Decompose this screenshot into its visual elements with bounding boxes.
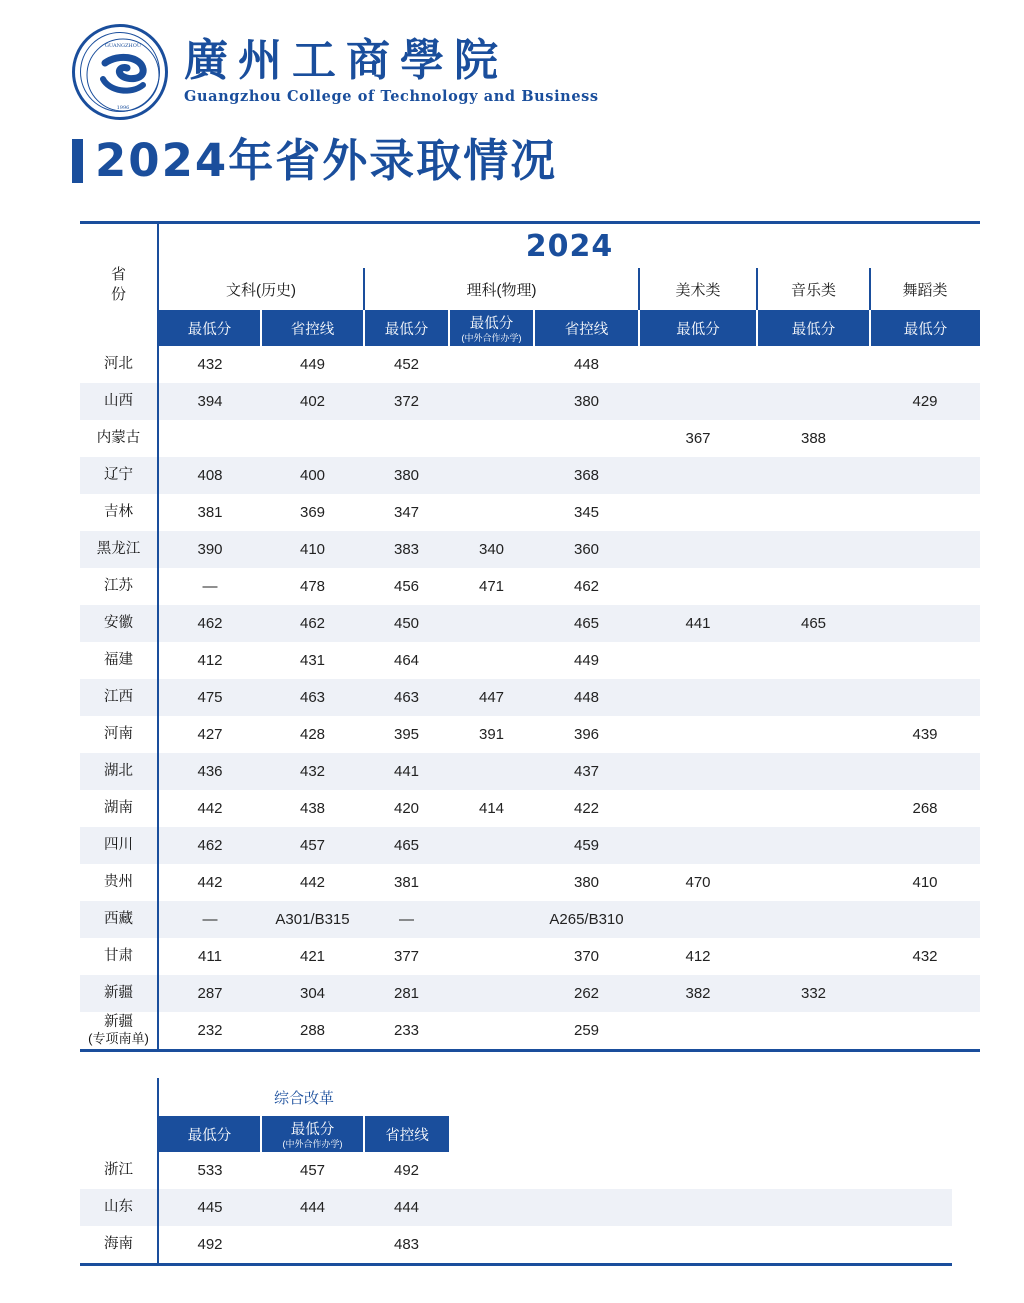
cell-lk-coop: 340 — [449, 531, 534, 568]
row-province: 黑龙江 — [80, 531, 158, 568]
cell-lk-line: 368 — [534, 457, 639, 494]
cell-lk-coop: 471 — [478, 578, 505, 595]
cell-dance — [870, 568, 980, 605]
row-province: 河南 — [80, 716, 158, 753]
cell-lk-line: 465 — [534, 605, 639, 642]
cell-art — [639, 790, 757, 827]
university-name-en: Guangzhou College of Technology and Business — [184, 88, 599, 106]
cell-lk-coop: 391 — [478, 726, 505, 743]
cell-dance — [870, 679, 980, 716]
cell-lk-low — [364, 420, 449, 457]
cell-lk-coop — [449, 605, 534, 642]
cell-wk-line: 463 — [261, 679, 364, 716]
cell-dance — [870, 605, 980, 642]
svg-text:1996: 1996 — [116, 105, 130, 111]
cell-lk-coop — [449, 346, 534, 383]
row-province-main: 新疆 — [104, 1014, 133, 1030]
cell-line: 492 — [394, 1162, 420, 1179]
cell-dance: 432 — [912, 948, 938, 965]
page-title: 2024年省外录取情况 — [95, 134, 558, 187]
cell-music: 332 — [757, 975, 870, 1012]
row-province-sub: (专项南单) — [88, 1031, 149, 1047]
cell-wk-low: — — [158, 901, 261, 938]
cell-music — [757, 494, 870, 531]
cell-wk-line: 431 — [299, 652, 326, 669]
table-row — [80, 864, 980, 901]
row-province: 福建 — [80, 642, 158, 679]
table-row — [80, 420, 980, 457]
subheader-lk-coop-main: 最低分 — [469, 316, 514, 333]
group-header-dance: 舞蹈类 — [870, 268, 980, 310]
table-row — [80, 531, 980, 568]
title-accent-bar — [72, 139, 83, 183]
cell-spacer — [449, 1189, 952, 1226]
cell-spacer — [449, 1226, 952, 1263]
cell-wk-low: 436 — [158, 753, 261, 790]
cell-dance — [870, 457, 980, 494]
cell-wk-line: 442 — [299, 874, 326, 891]
cell-music — [757, 1012, 870, 1051]
table-row — [80, 605, 980, 642]
cell-music — [757, 901, 870, 938]
cell-art — [639, 494, 757, 531]
table-row — [80, 383, 980, 420]
cell-art — [639, 457, 757, 494]
cell-wk-low: 462 — [158, 605, 261, 642]
cell-lk-coop: 414 — [478, 800, 505, 817]
cell-lk-coop — [449, 901, 534, 938]
cell-lk-coop — [449, 827, 534, 864]
cell-music — [757, 531, 870, 568]
row-province — [80, 1012, 158, 1051]
admission-table-section — [80, 221, 952, 1052]
cell-coop: 457 — [299, 1162, 326, 1179]
group-header-fine-arts: 美术类 — [639, 268, 757, 310]
cell-line: 444 — [364, 1189, 449, 1226]
cell-wk-low: 232 — [158, 1012, 261, 1051]
row-province: 浙江 — [80, 1152, 158, 1189]
subheader-lk-line: 省控线 — [534, 310, 639, 346]
cell-music — [757, 938, 870, 975]
cell-art: 367 — [685, 430, 711, 447]
table-row — [80, 901, 980, 938]
cell-lk-low: 281 — [364, 975, 449, 1012]
cell-music: 465 — [757, 605, 870, 642]
table-row — [80, 494, 980, 531]
cell-wk-low: 442 — [197, 800, 223, 817]
cell-lk-coop — [449, 864, 534, 901]
cell-lk-line: 380 — [534, 383, 639, 420]
row-province: 西藏 — [80, 901, 158, 938]
row-province: 内蒙古 — [80, 420, 158, 457]
cell-lk-low: 450 — [364, 605, 449, 642]
cell-art — [639, 753, 757, 790]
cell-music — [757, 716, 870, 753]
table-row — [80, 1152, 952, 1189]
row-province: 山西 — [80, 383, 158, 420]
t2-subheader-coop-main: 最低分 — [290, 1122, 335, 1139]
cell-spacer — [449, 1152, 952, 1189]
cell-low: 492 — [197, 1236, 223, 1253]
admission-table-2024 — [80, 221, 981, 1052]
cell-wk-line: 457 — [261, 827, 364, 864]
table-row — [80, 568, 980, 605]
cell-lk-low: 452 — [393, 356, 420, 373]
cell-lk-low: 377 — [393, 948, 420, 965]
cell-wk-low: 381 — [197, 504, 223, 521]
table-row — [80, 790, 980, 827]
cell-lk-low: 456 — [393, 578, 420, 595]
cell-dance — [870, 1012, 980, 1051]
subheader-lk-coop — [449, 310, 534, 346]
cell-art — [639, 1012, 757, 1051]
cell-lk-coop — [449, 383, 534, 420]
cell-music: 388 — [800, 430, 827, 447]
cell-line: 483 — [394, 1236, 420, 1253]
cell-wk-low: 475 — [158, 679, 261, 716]
row-province: 吉林 — [80, 494, 158, 531]
cell-art: 470 — [685, 874, 711, 891]
year-label: 2024 — [158, 223, 980, 269]
subheader-dance-lowest: 最低分 — [870, 310, 980, 346]
cell-lk-coop — [449, 975, 534, 1012]
table-row — [80, 938, 980, 975]
cell-wk-low: 427 — [197, 726, 223, 743]
t2-subheader-coop-note: (中外合作办学) — [282, 1139, 343, 1150]
cell-art — [639, 346, 757, 383]
cell-lk-line: 360 — [534, 531, 639, 568]
cell-art — [639, 901, 757, 938]
cell-art — [639, 568, 757, 605]
cell-dance — [870, 346, 980, 383]
cell-lk-low: — — [364, 901, 449, 938]
cell-wk-line: 402 — [261, 383, 364, 420]
table-row — [80, 975, 980, 1012]
cell-dance: 410 — [912, 874, 938, 891]
t2-subheader-row — [80, 1116, 952, 1152]
row-province: 江苏 — [80, 568, 158, 605]
t2-subheader-lowest-coop — [261, 1116, 364, 1152]
cell-lk-low: 383 — [364, 531, 449, 568]
table-row — [80, 716, 980, 753]
row-province: 新疆 — [80, 975, 158, 1012]
cell-music — [757, 383, 870, 420]
table-year-row — [80, 223, 980, 269]
cell-art — [639, 716, 757, 753]
cell-wk-low: 287 — [158, 975, 261, 1012]
row-province: 甘肃 — [80, 938, 158, 975]
cell-music — [757, 457, 870, 494]
group-header-liberal-arts: 文科(历史) — [158, 268, 364, 310]
cell-music — [757, 827, 870, 864]
province-header — [80, 223, 158, 347]
cell-music — [757, 568, 870, 605]
comprehensive-reform-body — [80, 1152, 952, 1263]
province-header-line2: 份 — [110, 286, 126, 303]
cell-lk-coop — [449, 494, 534, 531]
cell-dance — [870, 975, 980, 1012]
cell-music — [757, 642, 870, 679]
row-province: 山东 — [80, 1189, 158, 1226]
cell-lk-line: A265/B310 — [534, 901, 639, 938]
cell-lk-line: 396 — [573, 726, 600, 743]
row-province: 江西 — [80, 679, 158, 716]
cell-wk-line: 410 — [261, 531, 364, 568]
cell-lk-low: 464 — [393, 652, 420, 669]
cell-lk-coop — [449, 1012, 534, 1051]
subheader-wk-lowest: 最低分 — [158, 310, 261, 346]
t2-group-label: 综合改革 — [274, 1089, 335, 1107]
cell-lk-coop — [449, 753, 534, 790]
group-header-science: 理科(物理) — [364, 268, 639, 310]
cell-lk-coop — [449, 420, 534, 457]
cell-lk-line: 370 — [573, 948, 600, 965]
cell-wk-line: 369 — [299, 504, 326, 521]
cell-wk-line: 428 — [299, 726, 326, 743]
cell-music — [757, 346, 870, 383]
cell-lk-coop: 447 — [449, 679, 534, 716]
cell-lk-line: 422 — [573, 800, 600, 817]
cell-wk-line: 478 — [299, 578, 326, 595]
row-province: 贵州 — [80, 864, 158, 901]
row-province: 辽宁 — [80, 457, 158, 494]
t2-subheader-spacer — [449, 1116, 952, 1152]
cell-wk-line: 400 — [261, 457, 364, 494]
cell-lk-line: 345 — [573, 504, 600, 521]
t2-group-header-row — [80, 1078, 952, 1116]
cell-lk-low: 233 — [364, 1012, 449, 1051]
t2-subheader-province-blank — [80, 1116, 158, 1152]
table-row — [80, 827, 980, 864]
group-header-music: 音乐类 — [757, 268, 870, 310]
cell-wk-low: — — [202, 578, 218, 595]
cell-lk-line: 259 — [534, 1012, 639, 1051]
cell-lk-coop — [449, 457, 534, 494]
cell-lk-line — [534, 420, 639, 457]
cell-lk-low: 380 — [364, 457, 449, 494]
cell-wk-low: 412 — [197, 652, 223, 669]
cell-wk-low: 442 — [197, 874, 223, 891]
table-row — [80, 457, 980, 494]
cell-dance: 429 — [870, 383, 980, 420]
cell-music — [757, 753, 870, 790]
cell-art: 412 — [685, 948, 711, 965]
row-province: 安徽 — [80, 605, 158, 642]
subheader-art-lowest: 最低分 — [639, 310, 757, 346]
cell-art — [639, 642, 757, 679]
cell-lk-low: 381 — [393, 874, 420, 891]
cell-lk-line: 437 — [534, 753, 639, 790]
cell-wk-low: 394 — [158, 383, 261, 420]
cell-lk-line: 448 — [534, 679, 639, 716]
cell-music — [757, 679, 870, 716]
cell-coop: 444 — [261, 1189, 364, 1226]
cell-wk-line: 438 — [299, 800, 326, 817]
cell-lk-line: 380 — [573, 874, 600, 891]
cell-wk-low: 462 — [158, 827, 261, 864]
table-row — [80, 346, 980, 383]
cell-lk-line: 448 — [573, 356, 600, 373]
cell-lk-low: 372 — [364, 383, 449, 420]
cell-art — [639, 827, 757, 864]
comprehensive-reform-table — [80, 1078, 952, 1263]
cell-low: 445 — [158, 1189, 261, 1226]
cell-wk-line: 304 — [261, 975, 364, 1012]
cell-dance — [870, 494, 980, 531]
cell-art — [639, 531, 757, 568]
cell-lk-line: 449 — [573, 652, 600, 669]
cell-lk-coop — [449, 938, 534, 975]
cell-wk-line: 421 — [299, 948, 326, 965]
cell-wk-line: 449 — [299, 356, 326, 373]
cell-dance: 268 — [912, 800, 938, 817]
cell-wk-line: 288 — [261, 1012, 364, 1051]
row-province: 湖南 — [80, 790, 158, 827]
cell-dance — [870, 642, 980, 679]
row-province: 海南 — [80, 1226, 158, 1263]
cell-lk-line: 462 — [573, 578, 600, 595]
cell-dance — [870, 901, 980, 938]
cell-lk-low: 420 — [393, 800, 420, 817]
page-title-row — [72, 134, 1024, 187]
cell-art: 382 — [639, 975, 757, 1012]
cell-dance — [870, 531, 980, 568]
cell-wk-low: 408 — [158, 457, 261, 494]
cell-wk-line — [261, 420, 364, 457]
table-row — [80, 753, 980, 790]
cell-wk-line: 462 — [261, 605, 364, 642]
province-header-line1: 省 — [110, 265, 126, 283]
cell-coop — [261, 1226, 364, 1263]
table-row — [80, 1189, 952, 1226]
row-province: 河北 — [80, 346, 158, 383]
cell-music — [757, 864, 870, 901]
cell-lk-low: 465 — [364, 827, 449, 864]
cell-lk-low: 463 — [364, 679, 449, 716]
cell-art — [639, 383, 757, 420]
cell-music — [757, 790, 870, 827]
cell-art: 441 — [639, 605, 757, 642]
cell-lk-coop — [449, 642, 534, 679]
cell-low: 533 — [197, 1162, 223, 1179]
cell-wk-low: 411 — [198, 948, 222, 965]
cell-lk-low: 347 — [393, 504, 420, 521]
comprehensive-reform-section — [80, 1078, 952, 1263]
table-row — [80, 642, 980, 679]
table-row — [80, 679, 980, 716]
cell-lk-low: 395 — [393, 726, 420, 743]
cell-lk-low: 441 — [364, 753, 449, 790]
admission-table-body — [80, 346, 980, 1051]
university-seal-icon — [72, 24, 168, 120]
cell-wk-low: 390 — [158, 531, 261, 568]
page-header — [0, 0, 1024, 120]
t2-subheader-line: 省控线 — [364, 1116, 449, 1152]
cell-wk-line: A301/B315 — [261, 901, 364, 938]
cell-dance — [870, 420, 980, 457]
table-subheader-row — [80, 310, 980, 346]
cell-wk-line: 432 — [261, 753, 364, 790]
subheader-music-lowest: 最低分 — [757, 310, 870, 346]
row-province: 湖北 — [80, 753, 158, 790]
cell-dance — [870, 753, 980, 790]
cell-wk-low — [158, 420, 261, 457]
subheader-lk-coop-note: (中外合作办学) — [461, 333, 522, 344]
cell-dance — [870, 827, 980, 864]
subheader-lk-lowest: 最低分 — [364, 310, 449, 346]
row-province: 四川 — [80, 827, 158, 864]
table-row — [80, 1226, 952, 1263]
cell-dance: 439 — [912, 726, 938, 743]
t2-province-header — [80, 1078, 158, 1116]
cell-wk-low: 432 — [197, 356, 223, 373]
subheader-wk-line: 省控线 — [261, 310, 364, 346]
table-row — [80, 1012, 980, 1051]
cell-lk-line: 262 — [534, 975, 639, 1012]
bottom-rule — [80, 1263, 952, 1266]
t2-subheader-lowest: 最低分 — [158, 1116, 261, 1152]
table-group-header-row — [80, 268, 980, 310]
cell-art — [639, 679, 757, 716]
cell-lk-line: 459 — [534, 827, 639, 864]
svg-text:GUANGZHOU: GUANGZHOU — [104, 43, 142, 49]
university-name-cn: 廣州工商學院 — [184, 35, 508, 87]
